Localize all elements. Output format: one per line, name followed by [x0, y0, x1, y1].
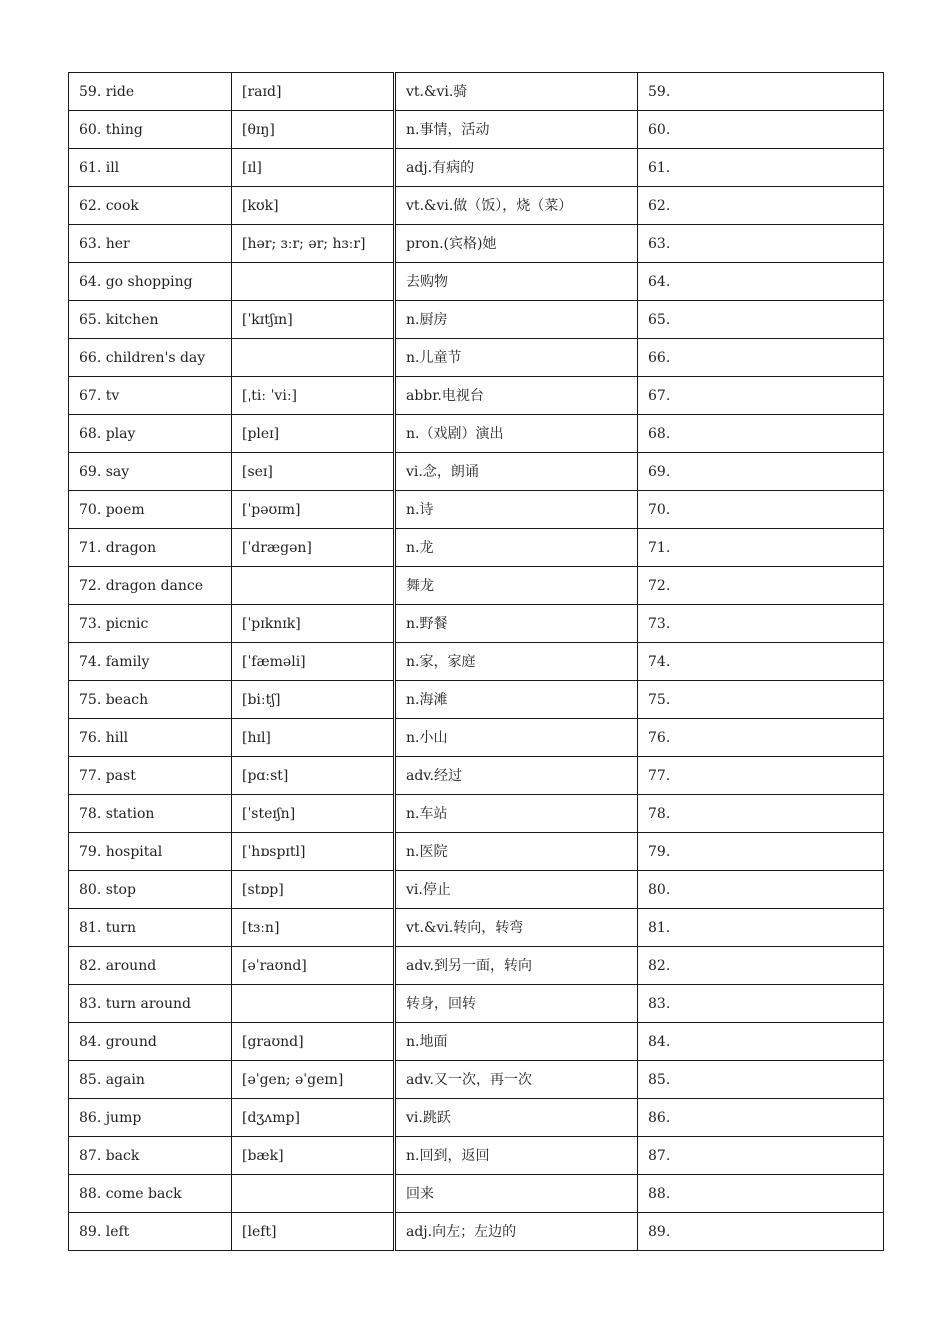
phonetic-cell — [232, 263, 395, 301]
table-row — [69, 567, 884, 605]
word-cell: 88. come back — [69, 1175, 232, 1213]
table-row — [69, 187, 884, 225]
meaning-cell: 转身，回转 — [395, 985, 638, 1023]
phonetic-cell: [hər; ɜːr; ər; hɜːr] — [232, 225, 395, 263]
meaning-cell: n.厨房 — [395, 301, 638, 339]
meaning-cell: n.儿童节 — [395, 339, 638, 377]
phonetic-cell: [seɪ] — [232, 453, 395, 491]
phonetic-cell: [kʊk] — [232, 187, 395, 225]
word-cell: 69. say — [69, 453, 232, 491]
table-row — [69, 605, 884, 643]
answer-number-cell: 78. — [638, 795, 884, 833]
meaning-cell: n.野餐 — [395, 605, 638, 643]
meaning-cell: vt.&vi.转向，转弯 — [395, 909, 638, 947]
answer-number-cell: 86. — [638, 1099, 884, 1137]
phonetic-cell: [əˈgen; əˈgeɪn] — [232, 1061, 395, 1099]
table-row — [69, 833, 884, 871]
answer-number-cell: 81. — [638, 909, 884, 947]
answer-number-cell: 87. — [638, 1137, 884, 1175]
word-cell: 63. her — [69, 225, 232, 263]
word-cell: 71. dragon — [69, 529, 232, 567]
phonetic-cell: [biːtʃ] — [232, 681, 395, 719]
word-cell: 86. jump — [69, 1099, 232, 1137]
word-cell: 68. play — [69, 415, 232, 453]
table-row — [69, 1137, 884, 1175]
answer-number-cell: 83. — [638, 985, 884, 1023]
meaning-cell: vi.念，朗诵 — [395, 453, 638, 491]
answer-number-cell: 65. — [638, 301, 884, 339]
word-cell: 81. turn — [69, 909, 232, 947]
answer-number-cell: 64. — [638, 263, 884, 301]
meaning-cell: 去购物 — [395, 263, 638, 301]
meaning-cell: adv.到另一面，转向 — [395, 947, 638, 985]
table-row — [69, 1213, 884, 1251]
word-cell: 72. dragon dance — [69, 567, 232, 605]
answer-number-cell: 74. — [638, 643, 884, 681]
table-row — [69, 643, 884, 681]
meaning-cell: adv.经过 — [395, 757, 638, 795]
meaning-cell: adj.有病的 — [395, 149, 638, 187]
answer-number-cell: 71. — [638, 529, 884, 567]
word-cell: 77. past — [69, 757, 232, 795]
table-row — [69, 947, 884, 985]
answer-number-cell: 68. — [638, 415, 884, 453]
word-cell: 75. beach — [69, 681, 232, 719]
meaning-cell: vi.停止 — [395, 871, 638, 909]
phonetic-cell: [raɪd] — [232, 73, 395, 111]
table-row — [69, 985, 884, 1023]
answer-number-cell: 72. — [638, 567, 884, 605]
meaning-cell: vt.&vi.做（饭），烧（菜） — [395, 187, 638, 225]
word-cell: 87. back — [69, 1137, 232, 1175]
phonetic-cell — [232, 567, 395, 605]
meaning-cell: n.（戏剧）演出 — [395, 415, 638, 453]
word-cell: 70. poem — [69, 491, 232, 529]
answer-number-cell: 84. — [638, 1023, 884, 1061]
word-cell: 82. around — [69, 947, 232, 985]
table-row — [69, 453, 884, 491]
phonetic-cell: [ɪl] — [232, 149, 395, 187]
word-cell: 83. turn around — [69, 985, 232, 1023]
phonetic-cell: [ˈkɪtʃɪn] — [232, 301, 395, 339]
phonetic-cell: [θɪŋ] — [232, 111, 395, 149]
table-row — [69, 339, 884, 377]
word-cell: 76. hill — [69, 719, 232, 757]
answer-number-cell: 60. — [638, 111, 884, 149]
meaning-cell: vi.跳跃 — [395, 1099, 638, 1137]
phonetic-cell: [ˈsteɪʃn] — [232, 795, 395, 833]
table-row — [69, 1023, 884, 1061]
table-row — [69, 909, 884, 947]
word-cell: 62. cook — [69, 187, 232, 225]
meaning-cell: pron.(宾格)她 — [395, 225, 638, 263]
meaning-cell: n.诗 — [395, 491, 638, 529]
phonetic-cell: [bæk] — [232, 1137, 395, 1175]
phonetic-cell: [ˈpɪknɪk] — [232, 605, 395, 643]
answer-number-cell: 70. — [638, 491, 884, 529]
meaning-cell: n.车站 — [395, 795, 638, 833]
answer-number-cell: 69. — [638, 453, 884, 491]
table-row — [69, 73, 884, 111]
table-row — [69, 491, 884, 529]
table-row — [69, 149, 884, 187]
phonetic-cell: [ˌtiː ˈviː] — [232, 377, 395, 415]
answer-number-cell: 61. — [638, 149, 884, 187]
answer-number-cell: 80. — [638, 871, 884, 909]
phonetic-cell — [232, 339, 395, 377]
meaning-cell: 回来 — [395, 1175, 638, 1213]
table-row — [69, 225, 884, 263]
phonetic-cell: [stɒp] — [232, 871, 395, 909]
phonetic-cell: [ˈdrægən] — [232, 529, 395, 567]
meaning-cell: n.小山 — [395, 719, 638, 757]
phonetic-cell: [pɑːst] — [232, 757, 395, 795]
answer-number-cell: 85. — [638, 1061, 884, 1099]
meaning-cell: n.海滩 — [395, 681, 638, 719]
table-row — [69, 1099, 884, 1137]
meaning-cell: n.医院 — [395, 833, 638, 871]
table-row — [69, 111, 884, 149]
meaning-cell: n.事情，活动 — [395, 111, 638, 149]
table-row — [69, 529, 884, 567]
phonetic-cell: [tɜːn] — [232, 909, 395, 947]
word-cell: 65. kitchen — [69, 301, 232, 339]
answer-number-cell: 62. — [638, 187, 884, 225]
vocabulary-table — [68, 72, 884, 1251]
answer-number-cell: 63. — [638, 225, 884, 263]
word-cell: 80. stop — [69, 871, 232, 909]
phonetic-cell: [ˈfæməli] — [232, 643, 395, 681]
table-row — [69, 1175, 884, 1213]
phonetic-cell: [ˈpəʊɪm] — [232, 491, 395, 529]
phonetic-cell — [232, 985, 395, 1023]
word-cell: 59. ride — [69, 73, 232, 111]
table-row — [69, 757, 884, 795]
word-cell: 89. left — [69, 1213, 232, 1251]
table-row — [69, 871, 884, 909]
answer-number-cell: 82. — [638, 947, 884, 985]
vocabulary-table-body — [69, 73, 884, 1251]
phonetic-cell — [232, 1175, 395, 1213]
meaning-cell: adj.向左；左边的 — [395, 1213, 638, 1251]
word-cell: 64. go shopping — [69, 263, 232, 301]
phonetic-cell: [graʊnd] — [232, 1023, 395, 1061]
table-row — [69, 1061, 884, 1099]
phonetic-cell: [left] — [232, 1213, 395, 1251]
answer-number-cell: 89. — [638, 1213, 884, 1251]
meaning-cell: abbr.电视台 — [395, 377, 638, 415]
answer-number-cell: 73. — [638, 605, 884, 643]
word-cell: 66. children's day — [69, 339, 232, 377]
meaning-cell: 舞龙 — [395, 567, 638, 605]
phonetic-cell: [hɪl] — [232, 719, 395, 757]
phonetic-cell: [dʒʌmp] — [232, 1099, 395, 1137]
answer-number-cell: 79. — [638, 833, 884, 871]
answer-number-cell: 75. — [638, 681, 884, 719]
answer-number-cell: 77. — [638, 757, 884, 795]
word-cell: 60. thing — [69, 111, 232, 149]
table-row — [69, 795, 884, 833]
table-row — [69, 719, 884, 757]
table-row — [69, 681, 884, 719]
meaning-cell: n.地面 — [395, 1023, 638, 1061]
answer-number-cell: 59. — [638, 73, 884, 111]
word-cell: 85. again — [69, 1061, 232, 1099]
phonetic-cell: [ˈhɒspɪtl] — [232, 833, 395, 871]
word-cell: 74. family — [69, 643, 232, 681]
meaning-cell: n.龙 — [395, 529, 638, 567]
word-cell: 78. station — [69, 795, 232, 833]
phonetic-cell: [əˈraʊnd] — [232, 947, 395, 985]
meaning-cell: n.回到，返回 — [395, 1137, 638, 1175]
table-row — [69, 377, 884, 415]
table-row — [69, 301, 884, 339]
word-cell: 61. ill — [69, 149, 232, 187]
word-cell: 84. ground — [69, 1023, 232, 1061]
meaning-cell: n.家，家庭 — [395, 643, 638, 681]
table-row — [69, 263, 884, 301]
word-cell: 73. picnic — [69, 605, 232, 643]
word-cell: 67. tv — [69, 377, 232, 415]
phonetic-cell: [pleɪ] — [232, 415, 395, 453]
meaning-cell: vt.&vi.骑 — [395, 73, 638, 111]
meaning-cell: adv.又一次，再一次 — [395, 1061, 638, 1099]
answer-number-cell: 88. — [638, 1175, 884, 1213]
answer-number-cell: 66. — [638, 339, 884, 377]
word-cell: 79. hospital — [69, 833, 232, 871]
answer-number-cell: 76. — [638, 719, 884, 757]
answer-number-cell: 67. — [638, 377, 884, 415]
table-row — [69, 415, 884, 453]
